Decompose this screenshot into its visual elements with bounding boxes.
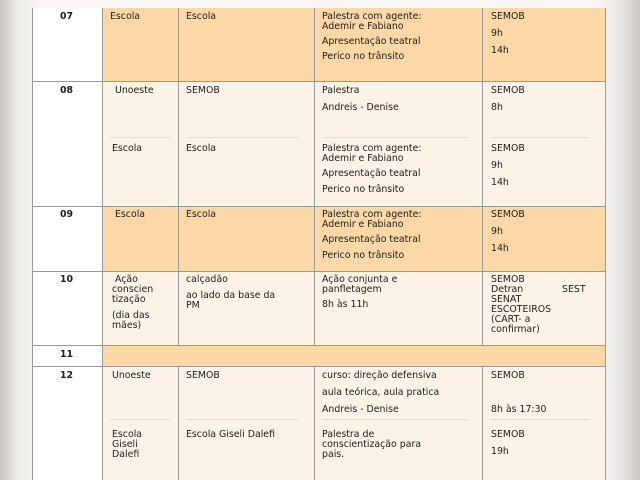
row-number: 10 — [60, 274, 74, 285]
activity-line: Ademir e Fabiano — [322, 21, 404, 32]
row-09-org-cell — [482, 206, 606, 271]
row-number: 12 — [60, 370, 74, 381]
row-08-activities-cell — [314, 81, 482, 206]
row-number: 07 — [60, 11, 74, 22]
row-border — [32, 206, 606, 207]
place-text: Ação — [115, 274, 138, 285]
sub-divider — [322, 137, 468, 138]
row-border — [32, 345, 606, 346]
row-10-location-cell — [178, 271, 314, 345]
location-text: Escola — [186, 11, 217, 22]
vertical-border — [178, 8, 179, 345]
row-border — [32, 366, 606, 367]
row-11-empty-cell — [102, 345, 606, 366]
place-text: mães) — [112, 320, 142, 331]
place-text: Dalefi — [112, 449, 140, 460]
row-number: 09 — [60, 209, 74, 220]
schedule-table — [32, 8, 606, 480]
place-text: Giseli — [112, 439, 138, 450]
row-08-org-cell — [482, 81, 606, 206]
vertical-border — [482, 366, 483, 480]
location-text: Escola — [186, 143, 217, 154]
org-line: SEMOB — [491, 143, 525, 154]
org-line: SEMOB — [491, 11, 525, 22]
row-12-activities-cell — [314, 366, 482, 480]
org-line: 9h — [491, 160, 503, 171]
activity-line: Palestra com agente: — [322, 11, 422, 22]
row-10-org-cell — [482, 271, 606, 345]
org-line: 19h — [491, 446, 509, 457]
row-10-number-cell — [32, 271, 102, 345]
vertical-border — [314, 8, 315, 345]
sub-divider — [110, 419, 170, 420]
location-text: PM — [186, 300, 200, 311]
sub-divider — [110, 137, 170, 138]
activity-line: Apresentação teatral — [322, 168, 421, 179]
activity-line: Andreis - Denise — [322, 102, 399, 113]
row-border — [32, 271, 606, 272]
location-text: Escola Giseli Dalefi — [186, 429, 275, 440]
activity-line: Perico no trânsito — [322, 250, 405, 261]
sub-divider — [490, 137, 590, 138]
row-08-place-cell — [102, 81, 178, 206]
location-text: ao lado da base da — [186, 290, 276, 301]
org-line: 14h — [491, 243, 509, 254]
row-09-place-cell — [102, 206, 178, 271]
place-text: Unoeste — [112, 370, 151, 381]
activity-line: Perico no trânsito — [322, 184, 405, 195]
sub-divider — [186, 137, 298, 138]
vertical-border — [178, 366, 179, 480]
row-07-location-cell — [178, 8, 314, 81]
place-text: Unoeste — [115, 85, 154, 96]
row-09-activities-cell — [314, 206, 482, 271]
activity-line: Perico no trânsito — [322, 51, 405, 62]
place-text: Escola — [112, 429, 143, 440]
activity-line: panfletagem — [322, 284, 382, 295]
row-12-place-cell — [102, 366, 178, 480]
activity-line: Palestra de — [322, 429, 375, 440]
org-line: 9h — [491, 226, 503, 237]
org-line: SENAT — [491, 294, 522, 305]
activity-line: curso: direção defensiva — [322, 370, 437, 381]
org-line: 14h — [491, 177, 509, 188]
row-12-org-cell — [482, 366, 606, 480]
activity-line: Palestra com agente: — [322, 209, 422, 220]
org-line: Detran — [491, 284, 524, 295]
row-08-location-cell — [178, 81, 314, 206]
activity-line: Ação conjunta e — [322, 274, 398, 285]
activity-line: aula teórica, aula pratica — [322, 387, 440, 398]
org-line: SEMOB — [491, 209, 525, 220]
vertical-border — [605, 8, 606, 480]
place-text: (dia das — [112, 310, 150, 321]
org-line: SEST — [562, 284, 586, 295]
row-10-place-cell — [102, 271, 178, 345]
row-07-place-cell — [102, 8, 178, 81]
activity-line: conscientização para — [322, 439, 422, 450]
activity-line: 8h às 11h — [322, 299, 369, 310]
activity-line: Andreis - Denise — [322, 404, 399, 415]
vertical-border — [102, 8, 103, 480]
org-line: 8h — [491, 102, 503, 113]
activity-line: pais. — [322, 449, 345, 460]
org-line: 14h — [491, 45, 509, 56]
org-line: ESCOTEIROS — [491, 304, 552, 315]
row-07-number-cell — [32, 8, 102, 81]
row-09-number-cell — [32, 206, 102, 271]
sub-divider — [322, 419, 468, 420]
activity-line: Ademir e Fabiano — [322, 153, 404, 164]
row-number: 08 — [60, 85, 74, 96]
org-line: SEMOB — [491, 85, 525, 96]
activity-line: Palestra com agente: — [322, 143, 422, 154]
org-line: 9h — [491, 28, 503, 39]
row-10-activities-cell — [314, 271, 482, 345]
row-08-number-cell — [32, 81, 102, 206]
row-07-org-cell — [482, 8, 606, 81]
location-text: SEMOB — [186, 370, 220, 381]
place-text: Escola — [115, 209, 146, 220]
place-text: Escola — [112, 143, 143, 154]
place-text: conscien — [112, 284, 154, 295]
activity-line: Palestra — [322, 85, 360, 96]
vertical-border — [32, 8, 33, 480]
activity-line: Apresentação teatral — [322, 234, 421, 245]
org-line: SEMOB — [491, 370, 525, 381]
org-line: 8h às 17:30 — [491, 404, 547, 415]
row-number: 11 — [60, 349, 74, 360]
org-line: SEMOB — [491, 429, 525, 440]
sub-divider — [490, 419, 590, 420]
row-border — [32, 81, 606, 82]
sub-divider — [186, 419, 298, 420]
location-text: Escola — [186, 209, 217, 220]
row-09-location-cell — [178, 206, 314, 271]
row-12-number-cell — [32, 366, 102, 480]
place-text: Escola — [110, 11, 141, 22]
location-text: SEMOB — [186, 85, 220, 96]
org-line: SEMOB — [491, 274, 525, 285]
row-11-number-cell — [32, 345, 102, 366]
vertical-border — [314, 366, 315, 480]
location-text: calçadão — [186, 274, 228, 285]
place-text: tização — [112, 294, 146, 305]
activity-line: Ademir e Fabiano — [322, 219, 404, 230]
row-07-activities-cell — [314, 8, 482, 81]
vertical-border — [482, 8, 483, 345]
row-12-location-cell — [178, 366, 314, 480]
org-line: (CART- a — [491, 314, 531, 325]
org-line: confirmar) — [491, 324, 540, 335]
activity-line: Apresentação teatral — [322, 36, 421, 47]
